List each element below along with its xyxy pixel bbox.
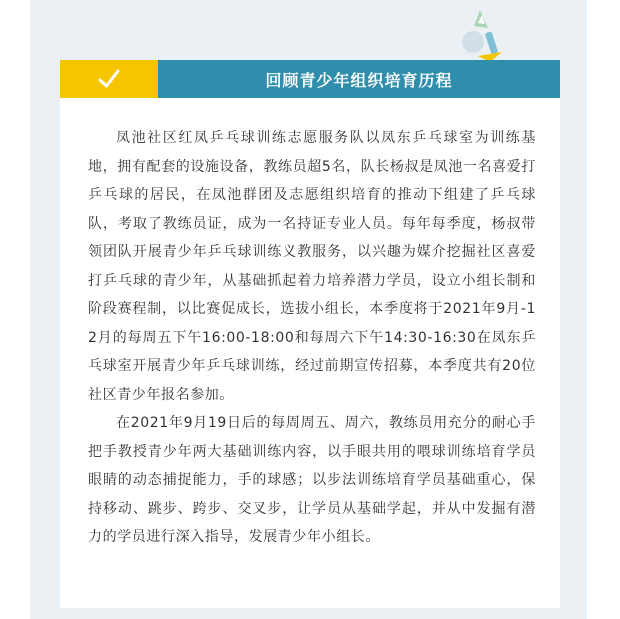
article-body	[88, 124, 536, 552]
banner-check-box	[60, 60, 158, 98]
article-card	[60, 98, 560, 608]
article-paragraph: 在2021年9月19日后的每周周五、周六，教练员用充分的耐心手把手教授青少年两大基础训练内容，以手眼共用的喂球训练培育学员眼睛的动态捕捉能力，手的球感；以步法训练培育学员基础重心，保持移动、跳步、跨步、交叉步，让学员从基础学起，并从中发掘有潜力的学员进行深入指导，发展青少年小组长。	[88, 415, 536, 545]
section-banner	[60, 60, 560, 98]
confetti-shapes-icon	[450, 6, 510, 62]
section-title: 回顾青少年组织培育历程	[158, 60, 560, 98]
checkmark-icon	[98, 68, 120, 90]
article-paragraph: 凤池社区红凤乒乓球训练志愿服务队以凤东乒乓球室为训练基地，拥有配套的设施设备，教练员超5名，队长杨叔是凤池一名喜爱打乒乓球的居民，在凤池群团及志愿组织培育的推动下组建了乒乓球队，考取了教练员证，成为一名持证专业人员。每年每季度，杨叔带领团队开展青少年乒乓球训练义教服务，以兴趣为媒介挖掘社区喜爱打乒乓球的青少年，从基础抓起着力培养潜力学员，设立小组长制和阶段赛程制，以比赛促成长，选拔小组长，本季度将于2021年9月-12月的每周五下午16:00-18:00和每周六下午14:30-16:30在凤东乒乓球室开展青少年乒乓球训练，经过前期宣传招募，本季度共有20位社区青少年报名参加。	[88, 130, 536, 403]
